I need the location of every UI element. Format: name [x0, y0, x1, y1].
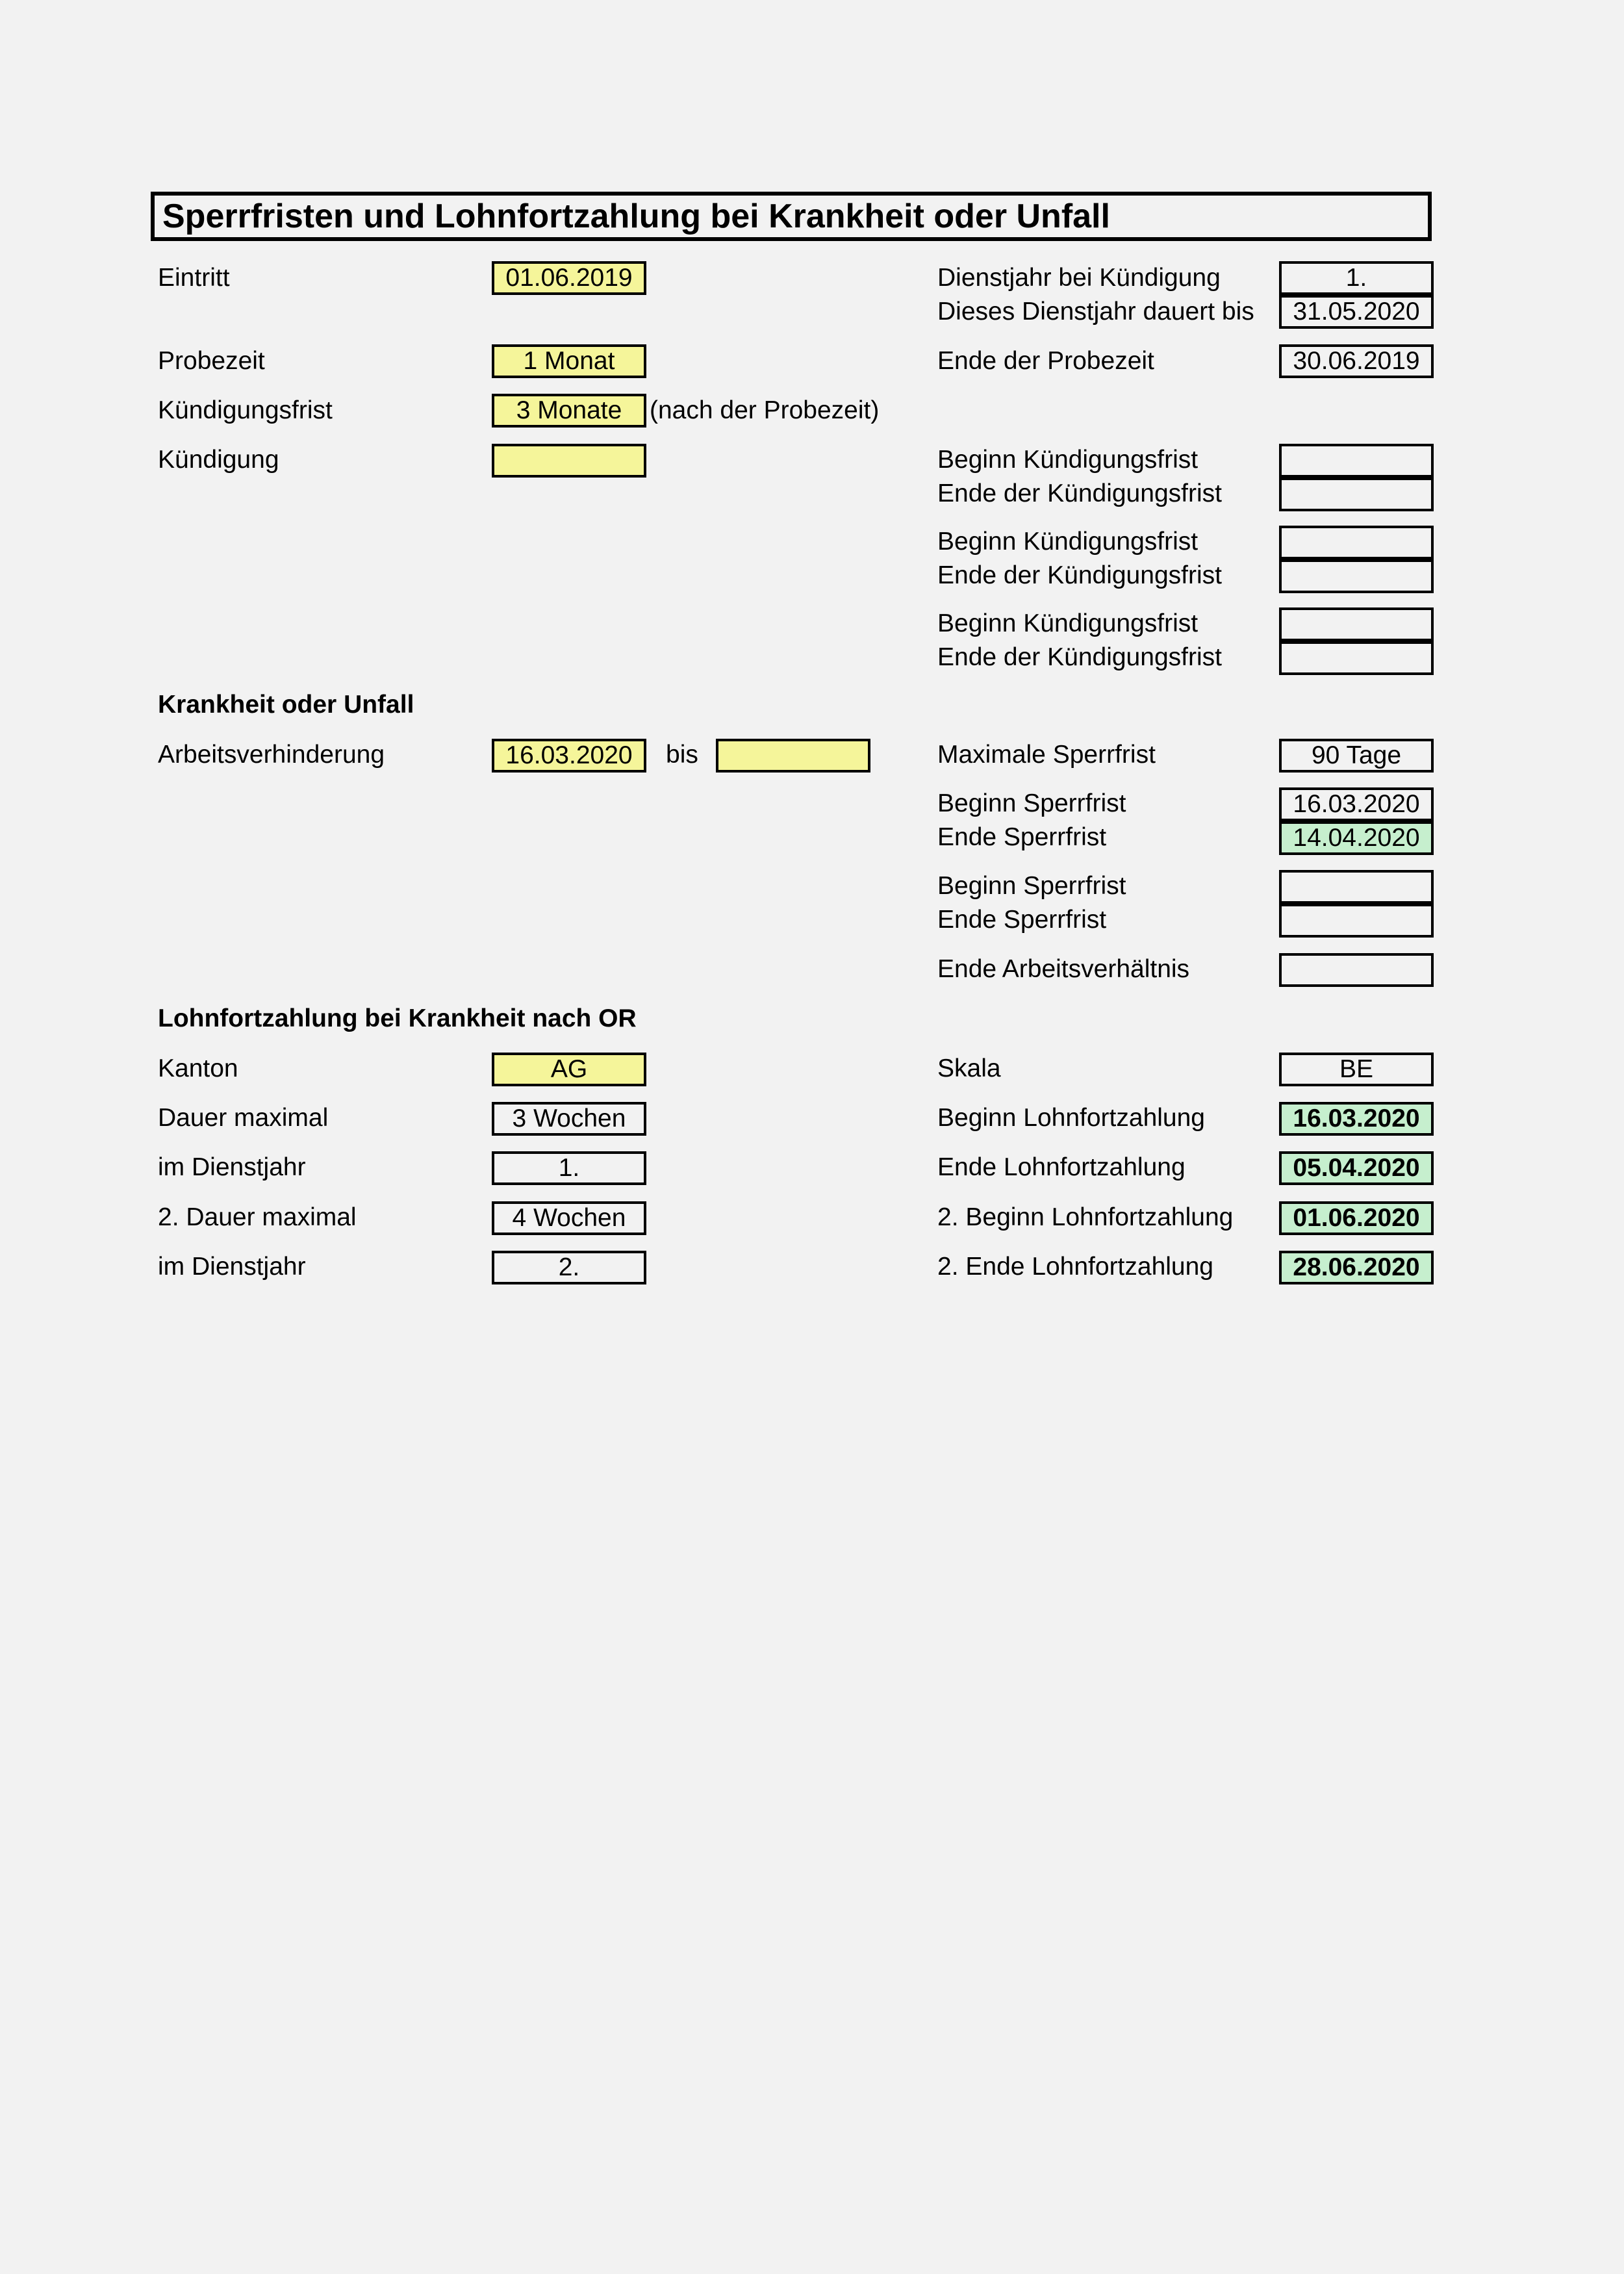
beginn-kuendigungsfrist-label: Beginn Kündigungsfrist [937, 609, 1199, 637]
arbeitsverhinderung-von-input[interactable]: 16.03.2020 [492, 739, 646, 773]
ende-probezeit-value: 30.06.2019 [1279, 344, 1434, 378]
beginn-kuendigungsfrist-label: Beginn Kündigungsfrist [937, 528, 1199, 556]
ende-kuendigungsfrist-value [1279, 478, 1434, 511]
ende-kuendigungsfrist-value [1279, 641, 1434, 675]
kuendigungsfrist-label: Kündigungsfrist [158, 396, 333, 424]
ende-lohnfortzahlung-label: Ende Lohnfortzahlung [937, 1153, 1186, 1181]
ende-kuendigungsfrist-label: Ende der Kündigungsfrist [937, 643, 1222, 671]
arbeitsverhinderung-bis-input[interactable] [716, 739, 870, 773]
dienstjahr-kuendigung-label: Dienstjahr bei Kündigung [937, 264, 1221, 292]
kuendigungsfrist-input[interactable]: 3 Monate [492, 394, 646, 428]
beginn-kuendigungsfrist-value [1279, 607, 1434, 641]
probezeit-label: Probezeit [158, 347, 265, 375]
beginn-sperrfrist-label: Beginn Sperrfrist [937, 789, 1126, 817]
beginn-kuendigungsfrist-value [1279, 526, 1434, 559]
ende-probezeit-label: Ende der Probezeit [937, 347, 1154, 375]
ende-sperrfrist-label: Ende Sperrfrist [937, 906, 1107, 934]
lohnfortzahlung-heading: Lohnfortzahlung bei Krankheit nach OR [158, 1004, 637, 1032]
dienstjahr-kuendigung-value: 1. [1279, 261, 1434, 295]
ende-sperrfrist-label: Ende Sperrfrist [937, 823, 1107, 851]
kuendigung-input[interactable] [492, 444, 646, 478]
dauer-maximal-value: 3 Wochen [492, 1102, 646, 1136]
dauer-maximal-2-value: 4 Wochen [492, 1201, 646, 1235]
beginn-lohnfortzahlung-2-value: 01.06.2020 [1279, 1201, 1434, 1235]
beginn-lohnfortzahlung-2-label: 2. Beginn Lohnfortzahlung [937, 1203, 1234, 1231]
skala-label: Skala [937, 1054, 1001, 1082]
bis-label: bis [666, 741, 698, 769]
im-dienstjahr-value: 1. [492, 1151, 646, 1185]
eintritt-label: Eintritt [158, 264, 230, 292]
ende-lohnfortzahlung-2-value: 28.06.2020 [1279, 1251, 1434, 1284]
maximale-sperrfrist-label: Maximale Sperrfrist [937, 741, 1156, 769]
beginn-sperrfrist-label: Beginn Sperrfrist [937, 872, 1126, 900]
skala-value: BE [1279, 1053, 1434, 1086]
ende-kuendigungsfrist-label: Ende der Kündigungsfrist [937, 561, 1222, 589]
ende-kuendigungsfrist-value [1279, 559, 1434, 593]
kanton-label: Kanton [158, 1054, 238, 1082]
arbeitsverhinderung-label: Arbeitsverhinderung [158, 741, 385, 769]
dienstjahr-dauert-bis-label: Dieses Dienstjahr dauert bis [937, 298, 1254, 326]
im-dienstjahr-label: im Dienstjahr [158, 1153, 306, 1181]
beginn-sperrfrist-value [1279, 870, 1434, 904]
ende-sperrfrist-value [1279, 904, 1434, 938]
krankheit-heading: Krankheit oder Unfall [158, 691, 414, 719]
ende-kuendigungsfrist-label: Ende der Kündigungsfrist [937, 479, 1222, 507]
ende-lohnfortzahlung-2-label: 2. Ende Lohnfortzahlung [937, 1253, 1214, 1281]
kuendigungsfrist-note: (nach der Probezeit) [650, 396, 880, 424]
im-dienstjahr-2-label: im Dienstjahr [158, 1253, 306, 1281]
ende-lohnfortzahlung-value: 05.04.2020 [1279, 1151, 1434, 1185]
beginn-sperrfrist-value: 16.03.2020 [1279, 787, 1434, 821]
beginn-lohnfortzahlung-label: Beginn Lohnfortzahlung [937, 1104, 1205, 1132]
maximale-sperrfrist-value: 90 Tage [1279, 739, 1434, 773]
probezeit-input[interactable]: 1 Monat [492, 344, 646, 378]
kanton-input[interactable]: AG [492, 1053, 646, 1086]
beginn-lohnfortzahlung-value: 16.03.2020 [1279, 1102, 1434, 1136]
eintritt-input[interactable]: 01.06.2019 [492, 261, 646, 295]
page-title: Sperrfristen und Lohnfortzahlung bei Krankheit oder Unfall [151, 192, 1432, 241]
kuendigung-label: Kündigung [158, 446, 279, 474]
ende-arbeitsverhaeltnis-label: Ende Arbeitsverhältnis [937, 955, 1190, 983]
im-dienstjahr-2-value: 2. [492, 1251, 646, 1284]
dauer-maximal-label: Dauer maximal [158, 1104, 329, 1132]
beginn-kuendigungsfrist-label: Beginn Kündigungsfrist [937, 446, 1199, 474]
ende-arbeitsverhaeltnis-value [1279, 953, 1434, 987]
ende-sperrfrist-value: 14.04.2020 [1279, 821, 1434, 855]
dienstjahr-dauert-bis-value: 31.05.2020 [1279, 295, 1434, 329]
beginn-kuendigungsfrist-value [1279, 444, 1434, 478]
dauer-maximal-2-label: 2. Dauer maximal [158, 1203, 357, 1231]
